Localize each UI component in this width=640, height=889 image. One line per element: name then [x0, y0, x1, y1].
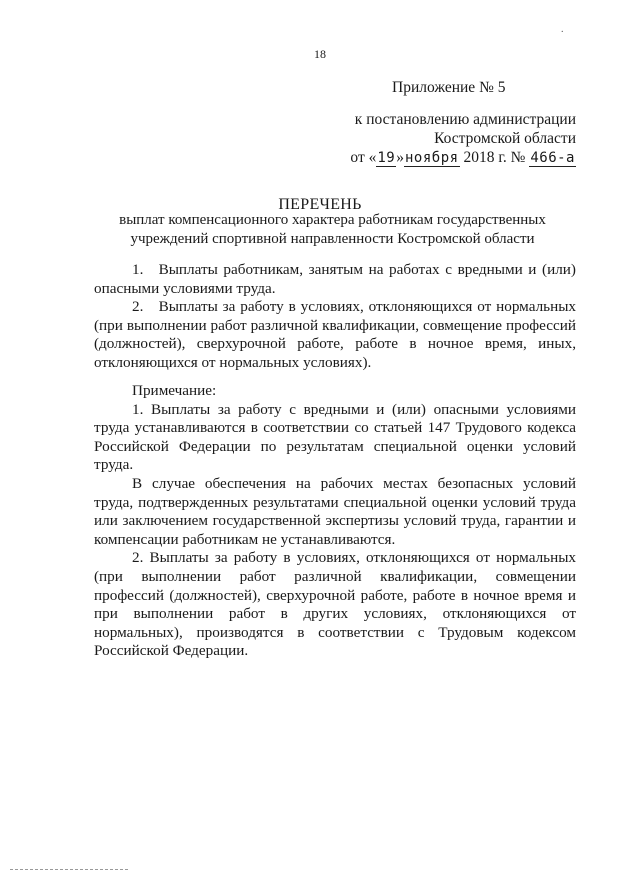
date-day: 19 [377, 150, 396, 166]
note-paragraph: 1. Выплаты за работу с вредными и (или) опасными условиями труда устанавливаются в соответствии со статьей 147 Трудового кодекса Российской Федерации по результатам специальной оценки условий труда. [94, 400, 576, 474]
date-prefix: от « [350, 149, 377, 166]
notes-section [94, 382, 576, 661]
corner-mark: . [561, 24, 564, 35]
page-number: 18 [314, 47, 326, 61]
payments-list [94, 261, 576, 373]
appendix-date-line [300, 148, 576, 168]
document-number: 466-а [530, 150, 575, 166]
note-paragraph: 2. Выплаты за работу в условиях, отклоняющихся от нормальных (при выполнении работ различной квалификации, совмещении профессий (должностей), сверхурочной работе, работе в ночное время и при выполнении работ в других условиях, отклоняющихся от нормальных), производятся в соответствии с Трудовым кодексом Российской Федерации. [94, 549, 576, 660]
appendix-line-2: Костромской области [434, 130, 576, 147]
date-month: ноября [404, 150, 459, 166]
date-year: 2018 г. № [463, 149, 526, 166]
note-paragraph: В случае обеспечения на рабочих местах безопасных условий труда, подтвержденных результатами специальной оценки условий труда или заключением государственной экспертизы условий труда, гарантии и компенсации работникам не устанавливаются. [94, 474, 576, 548]
subtitle-line-1: выплат компенсационного характера работникам государственных [119, 212, 546, 228]
appendix-line-1: к постановлению администрации [354, 111, 576, 128]
note-heading: Примечание: [132, 382, 217, 399]
list-subtitle [80, 211, 585, 249]
bottom-divider [10, 869, 128, 870]
list-item: 1. Выплаты работникам, занятым на работах с вредными и (или) опасными условиями труда. [94, 261, 576, 297]
subtitle-line-2: учреждений спортивной направленности Костромской области [130, 231, 535, 247]
list-title: ПЕРЕЧЕНЬ [278, 196, 362, 213]
appendix-reference [300, 110, 576, 168]
appendix-title: Приложение № 5 [392, 79, 506, 96]
list-item: 2. Выплаты за работу в условиях, отклоняющихся от нормальных (при выполнении работ различной квалификации, совмещение профессий (должностей), сверхурочной работе, работе в ночное время, иных, отклоняющихся от нормальных условиях). [94, 298, 576, 371]
date-mid: » [396, 149, 404, 166]
